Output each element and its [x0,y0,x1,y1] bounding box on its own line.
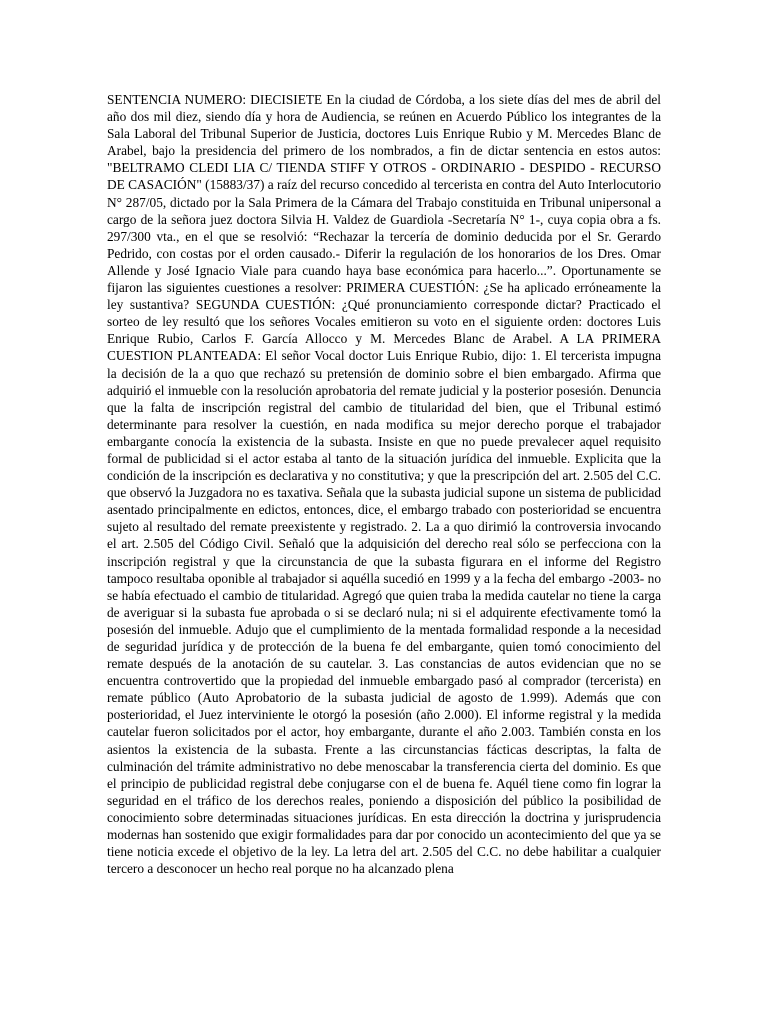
judgment-body-text: SENTENCIA NUMERO: DIECISIETE En la ciudad de Córdoba, a los siete días del mes de abril del año dos mil diez, siendo día y hora de Audiencia, se reúnen en Acuerdo Público los integrantes de la Sala Laboral del Tribunal Superior de Justicia, doctores Luis Enrique Rubio y M. Mercedes Blanc de Arabel, bajo la presidencia del primero de los nombrados, a fin de dictar sentencia en estos autos: "BELTRAMO CLEDI LIA C/ TIENDA STIFF Y OTROS - ORDINARIO - DESPIDO - RECURSO DE CASACIÓN" (15883/37) a raíz del recurso concedido al tercerista en contra del Auto Interlocutorio N° 287/05, dictado por la Sala Primera de la Cámara del Trabajo constituida en Tribunal unipersonal a cargo de la señora juez doctora Silvia H. Valdez de Guardiola -Secretaría N° 1-, cuya copia obra a fs. 297/300 vta., en el que se resolvió: “Rechazar la tercería de dominio deducida por el Sr. Gerardo Pedrido, con costas por el orden causado.- Diferir la regulación de los honorarios de los Dres. Omar Allende y José Ignacio Viale para cuando haya base económica para hacerlo...”. Oportunamente se fijaron las siguientes cuestiones a resolver: PRIMERA CUESTIÓN: ¿Se ha aplicado erróneamente la ley sustantiva? SEGUNDA CUESTIÓN: ¿Qué pronunciamiento corresponde dictar? Practicado el sorteo de ley resultó que los señores Vocales emitieron su voto en el siguiente orden: doctores Luis Enrique Rubio, Carlos F. García Allocco y M. Mercedes Blanc de Arabel. A LA PRIMERA CUESTION PLANTEADA: El señor Vocal doctor Luis Enrique Rubio, dijo: 1. El tercerista impugna la decisión de la a quo que rechazó su pretensión de dominio sobre el bien embargado. Afirma que adquirió el inmueble con la resolución aprobatoria del remate judicial y la posterior posesión. Denuncia que la falta de inscripción registral del cambio de titularidad del bien, que el Tribunal estimó determinante para resolver la cuestión, en nada modifica su mejor derecho porque el trabajador embargante conocía la existencia de la subasta. Insiste en que no puede prevalecer aquel requisito formal de publicidad si el actor estaba al tanto de la situación jurídica del inmueble. Explicita que la condición de la inscripción es declarativa y no constitutiva; y que la prescripción del art. 2.505 del C.C. que observó la Juzgadora no es taxativa. Señala que la subasta judicial supone un sistema de publicidad asentado principalmente en edictos, entonces, dice, el embargo trabado con posterioridad se encuentra sujeto al resultado del remate preexistente y registrado. 2. La a quo dirimió la controversia invocando el art. 2.505 del Código Civil. Señaló que la adquisición del derecho real sólo se perfecciona con la inscripción registral y que la circunstancia de que la subasta figurara en el informe del Registro tampoco resultaba oponible al trabajador si aquélla sucedió en 1999 y a la fecha del embargo -2003- no se había efectuado el cambio de titularidad. Agregó que quien traba la medida cautelar no tiene la carga de averiguar si la subasta fue aprobada o si se declaró nula; ni si el adquirente efectivamente tomó la posesión del inmueble. Adujo que el cumplimiento de la mentada formalidad responde a la necesidad de seguridad jurídica y de protección de la buena fe del embargante, quien tomó conocimiento del remate después de la anotación de su cautelar. 3. Las constancias de autos evidencian que no se encuentra controvertido que la propiedad del inmueble embargado pasó al comprador (tercerista) en remate público (Auto Aprobatorio de la subasta judicial de agosto de 1.999). Además que con posterioridad, el Juez interviniente le otorgó la posesión (año 2.000). El informe registral y la medida cautelar fueron solicitados por el actor, hoy embargante, durante el año 2.003. También consta en los asientos la existencia de la subasta. Frente a las circunstancias fácticas descriptas, la falta de culminación del trámite administrativo no debe menoscabar la transferencia cierta del dominio. Es que el principio de publicidad registral debe conjugarse con el de buena fe. Aquél tiene como fin lograr la seguridad en el tráfico de los derechos reales, poniendo a disposición del público la posibilidad de conocimiento sobre determinadas situaciones jurídicas. En esta dirección la doctrina y jurisprudencia modernas han sostenido que exigir formalidades para dar por conocido un acontecimiento del que ya se tiene noticia excede el objetivo de la ley. La letra del art. 2.505 del C.C. no debe habilitar a cualquier tercero a desconocer un hecho real porque no ha alcanzado plena [107,92,661,877]
